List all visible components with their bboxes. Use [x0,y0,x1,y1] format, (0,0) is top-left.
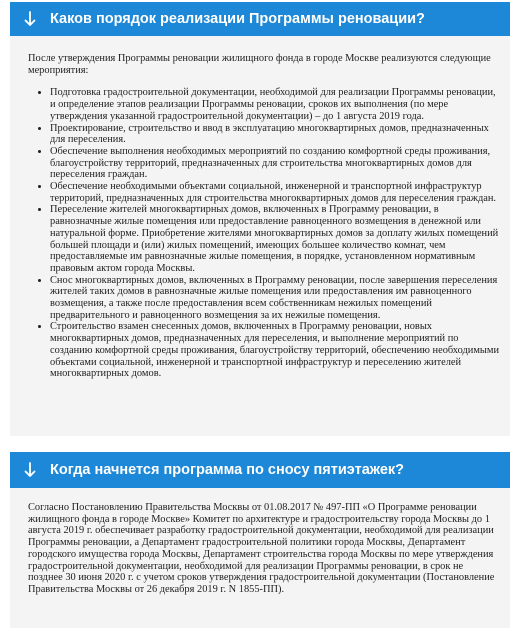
list-item: • Подготовка градостроительной документации, необходимой для реализации Программы реновации, и определение этапов реализации Программы реновации, сроков их выполнения (по мере утверждения указанной градостроительной документации) – до 1 августа 2019 года. [50,87,500,122]
faq-question-program-start[interactable] [10,452,510,488]
arrow-down-icon [22,9,38,29]
list-item: • Переселение жителей многоквартирных домов, включенных в Программу реновации, в равнозначные жилые помещения или предоставление равноценного возмещения в денежной или натуральной форме. Приобретение жителями многоквартирных домов за доплату жилых помещений большей площади и (или) жилых помещений, имеющих большее количество комнат, чем предоставляемые им равнозначные жилые помещения, в порядке, установленном нормативным правовым актом города Москвы. [50,204,500,274]
faq-answer-intro: После утверждения Программы реновации жилищного фонда в городе Москве реализуются следующие мероприятия: [28,53,491,76]
faq-question-renovation-order[interactable] [10,2,510,36]
list-item: • Обеспечение необходимыми объектами социальной, инженерной и транспортной инфраструктур территорий, предназначенных для строительства многоквартирных домов для переселения граждан. [50,181,500,204]
list-item: • Проектирование, строительство и ввод в эксплуатацию многоквартирных домов, предназначенных для переселения. [50,123,500,146]
faq-answer-panel [10,36,510,436]
faq-question-title: Когда начнется программа по сносу пятиэтажек? [50,462,405,478]
list-item: • Снос многоквартирных домов, включенных в Программу реновации, после завершения переселения жителей таких домов в равнозначные жилые помещения или предоставления им равноценного возмещения, а также после предоставления всем собственникам нежилых помещений предварительного и равноценного возмещения за их нежилые помещения. [50,275,500,322]
list-item: • Обеспечение выполнения необходимых мероприятий по созданию комфортной среды проживания, благоустройству территорий, предназначенных для строительства многоквартирных домов для переселения граждан. [50,146,500,181]
faq-answer-panel [10,488,510,628]
list-item: • Строительство взамен снесенных домов, включенных в Программу реновации, новых многоквартирных домов, предназначенных для переселения, и выполнение мероприятий по созданию комфортной среды проживания, благоустройству территорий, обеспечению необходимыми объектами социальной, инженерной и транспортной инфраструктур и переселению жителей многоквартирных домов. [50,321,500,380]
arrow-down-icon [22,460,38,480]
faq-answer-text: Согласно Постановлению Правительства Москвы от 01.08.2017 № 497-ПП «О Программе реновации жилищного фонда в городе Москве» Комитет по архитектуре и градостроительству города Москвы до 1 августа 2019 г. обеспечивает разработку градостроительной документации, необходимой для реализации Программы реновации, а Департамент градостроительной политики города Москвы, Департамент городского имущества города Москвы, Департамент строительства города Москвы по мере утверждения градостроительной документации, необходимой для реализации Программы реновации, в срок не позднее 30 июня 2020 г. с учетом сроков утверждения градостроительной документации (Постановление Правительства Москвы от 26 декабря 2019 г. N 1855-ПП). [28,502,495,595]
faq-answer-list [28,87,500,380]
faq-question-title: Каков порядок реализации Программы реновации? [50,11,425,27]
